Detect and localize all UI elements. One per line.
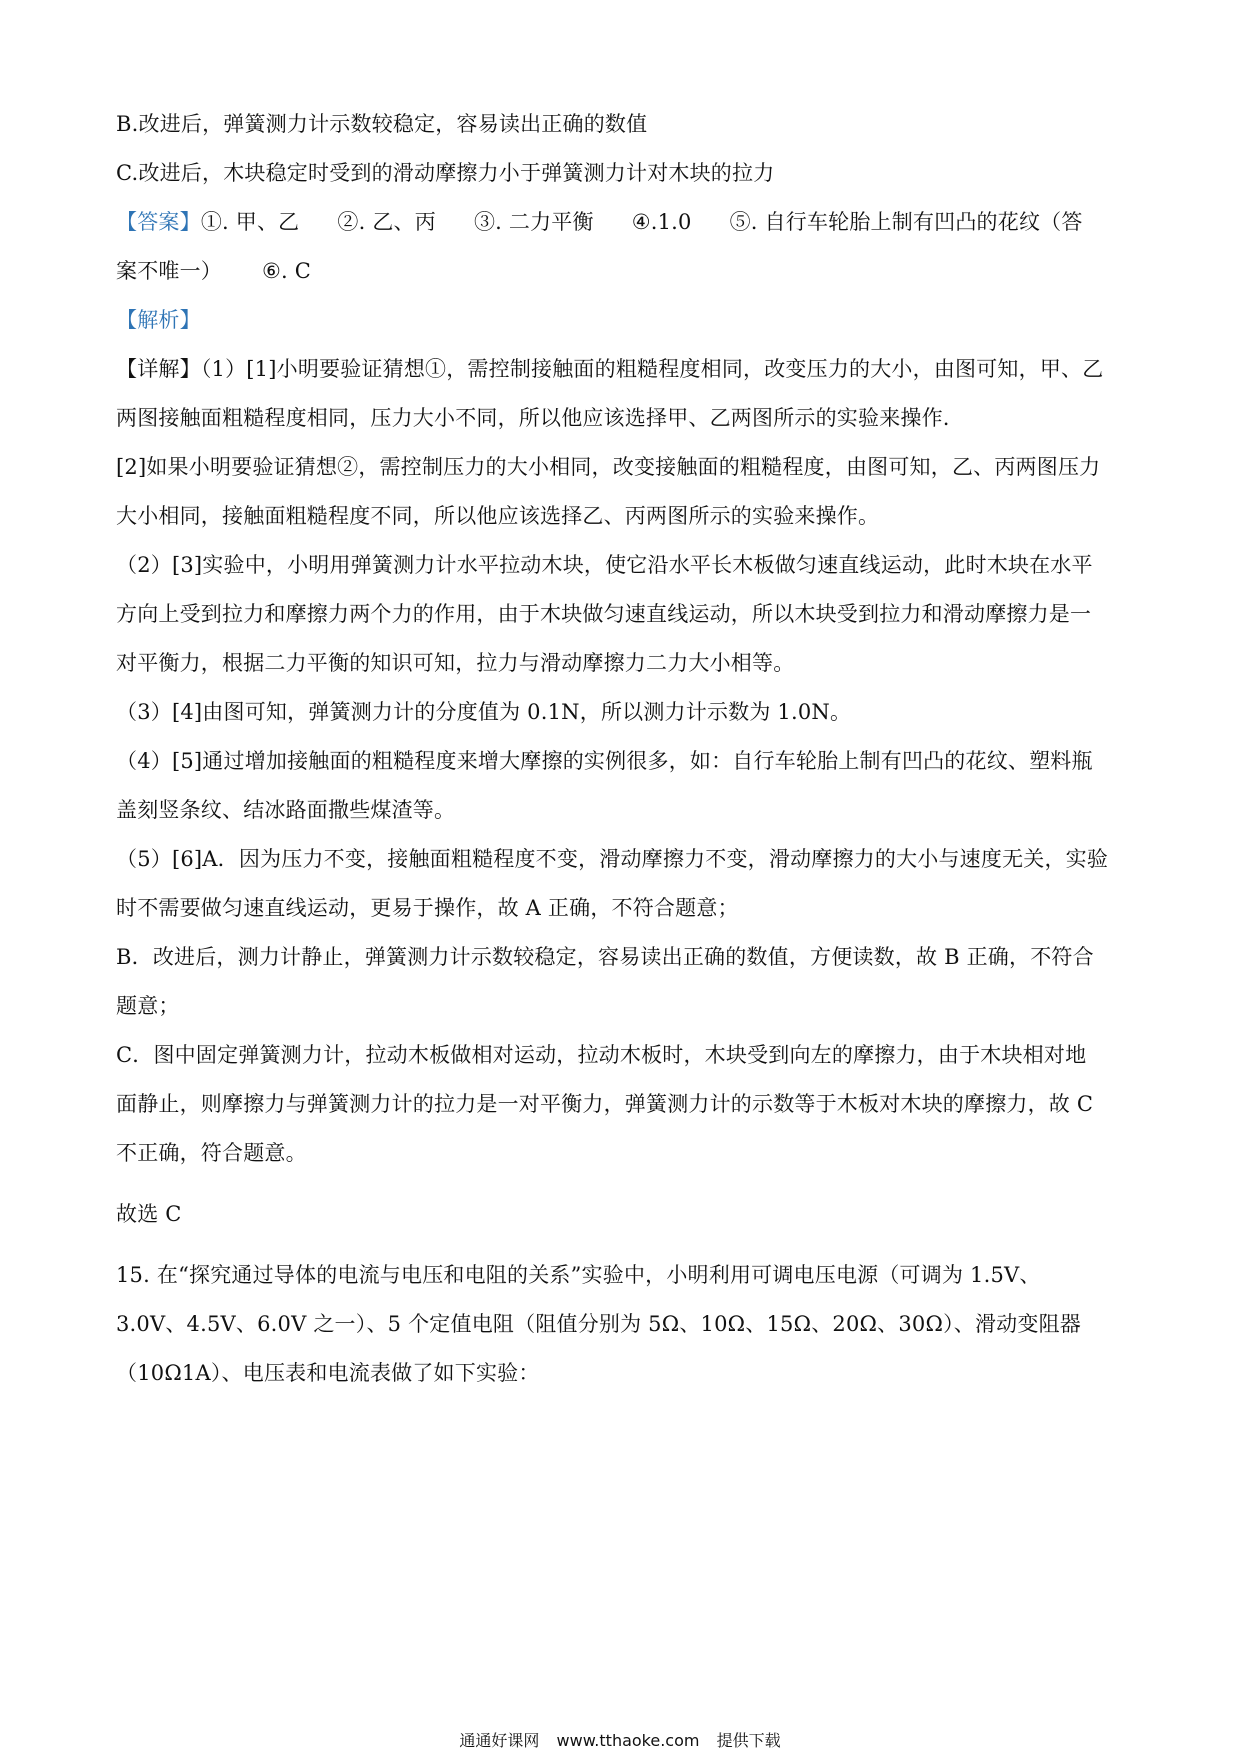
detail-line: [2]如果小明要验证猜想②，需控制压力的大小相同，改变接触面的粗糙程度，由图可知，乙、丙两图压力 — [116, 455, 1101, 479]
page-footer — [0, 1728, 1240, 1751]
footer-url[interactable]: www.tthaoke.com — [556, 1731, 700, 1750]
option-c-line: C.改进后，木块稳定时受到的滑动摩擦力小于弹簧测力计对木块的拉力 — [116, 161, 775, 185]
answer-continuation: 案不唯一） — [116, 259, 222, 283]
footer-site-name: 通通好课网 — [459, 1731, 540, 1750]
detail-line: B．改进后，测力计静止，弹簧测力计示数较稳定，容易读出正确的数值，方便读数，故 B 正确，不符合 — [116, 945, 1094, 969]
detail-line: 两图接触面粗糙程度相同，压力大小不同，所以他应该选择甲、乙两图所示的实验来操作. — [116, 406, 950, 430]
answer-item-2: ②. 乙、丙 — [337, 210, 436, 234]
answer-tag: 【答案】 — [116, 210, 201, 234]
answer-item-4: ④.1.0 — [631, 210, 692, 234]
answer-item-6: ⑥. C — [262, 259, 312, 283]
detail-first-text: （1）[1]小明要验证猜想①，需控制接触面的粗糙程度相同，改变压力的大小，由图可知，甲、乙 — [200, 357, 1104, 381]
detail-line: （2）[3]实验中，小明用弹簧测力计水平拉动木块，使它沿水平长木板做匀速直线运动，此时木块在水平 — [116, 553, 1093, 577]
detail-line: 方向上受到拉力和摩擦力两个力的作用，由于木块做匀速直线运动，所以木块受到拉力和滑动摩擦力是一 — [116, 602, 1092, 626]
question-15-line: （10Ω1A）、电压表和电流表做了如下实验： — [116, 1361, 540, 1385]
detail-line: C．图中固定弹簧测力计，拉动木板做相对运动，拉动木板时，木块受到向左的摩擦力，由于木块相对地 — [116, 1043, 1087, 1067]
answer-item-1: ①. 甲、乙 — [200, 210, 300, 234]
detail-line: 面静止，则摩擦力与弹簧测力计的拉力是一对平衡力，弹簧测力计的示数等于木板对木块的摩擦力，故 C — [116, 1092, 1094, 1116]
detail-line: 大小相同，接触面粗糙程度不同，所以他应该选择乙、丙两图所示的实验来操作。 — [116, 504, 880, 528]
detail-line: 对平衡力，根据二力平衡的知识可知，拉力与滑动摩擦力二力大小相等。 — [116, 651, 795, 675]
detail-line: （3）[4]由图可知，弹簧测力计的分度值为 0.1N，所以测力计示数为 1.0N。 — [116, 700, 852, 724]
conclusion-line: 故选 C — [116, 1202, 182, 1226]
detail-line: （5）[6]A．因为压力不变，接触面粗糙程度不变，滑动摩擦力不变，滑动摩擦力的大小与速度无关，实验 — [116, 847, 1109, 871]
detail-line: 不正确，符合题意。 — [116, 1141, 307, 1165]
question-15-line: 3.0V、4.5V、6.0V 之一）、5 个定值电阻（阻值分别为 5Ω、10Ω、15Ω、20Ω、30Ω）、滑动变阻器 — [116, 1312, 1081, 1336]
answer-item-5: ⑤. 自行车轮胎上制有凹凸的花纹（答 — [729, 210, 1083, 234]
detail-line: （4）[5]通过增加接触面的粗糙程度来增大摩擦的实例很多，如：自行车轮胎上制有凹凸的花纹、塑料瓶 — [116, 749, 1093, 773]
answer-continuation-line — [116, 247, 1136, 296]
detail-first-line — [116, 345, 1136, 394]
question-15-line: 15. 在“探究通过导体的电流与电压和电阻的关系”实验中，小明利用可调电压电源（可调为 1.5V、 — [116, 1263, 1041, 1287]
detail-line: 时不需要做匀速直线运动，更易于操作，故 A 正确，不符合题意； — [116, 896, 739, 920]
analysis-tag: 【解析】 — [116, 308, 201, 332]
detail-line: 盖刻竖条纹、结冰路面撒些煤渣等。 — [116, 798, 456, 822]
analysis-line — [116, 296, 1136, 345]
detail-line: 题意； — [116, 994, 180, 1018]
option-b-line: B.改进后，弹簧测力计示数较稳定，容易读出正确的数值 — [116, 112, 648, 136]
footer-suffix: 提供下载 — [716, 1731, 781, 1750]
document-page — [116, 100, 1136, 1398]
detail-tag: 【详解】 — [116, 357, 201, 381]
answer-line — [116, 198, 1136, 247]
answer-item-3: ③. 二力平衡 — [473, 210, 594, 234]
